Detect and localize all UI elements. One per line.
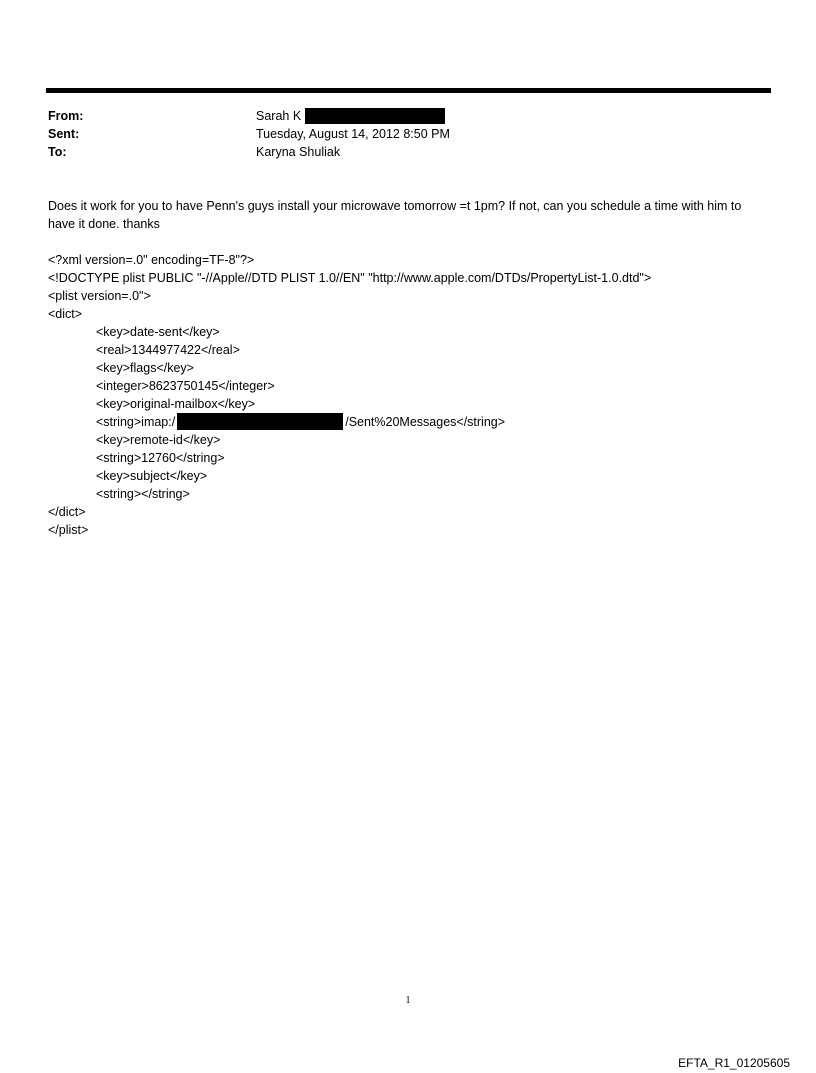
from-value [256,107,445,125]
plist-close-tag: </plist> [48,523,89,537]
plist-entry: <key>subject</key> [96,469,208,483]
dict-open-tag: <dict> [48,307,83,321]
plist-block [48,251,768,539]
redaction-box [305,108,445,124]
to-row [48,143,768,161]
to-value: Karyna Shuliak [256,145,341,159]
sent-row [48,125,768,143]
page-number: 1 [405,995,411,1006]
to-label: To: [48,145,67,159]
doctype-line: <!DOCTYPE plist PUBLIC "-//Apple//DTD PLIST 1.0//EN" "http://www.apple.com/DTDs/PropertyList-1.0.dtd"> [48,271,652,285]
document-id: EFTA_R1_01205605 [678,1056,790,1070]
message-body: Does it work for you to have Penn's guys install your microwave tomorrow =t 1pm? If not, can you schedule a time with him to have it done. thanks [48,199,742,231]
sent-value: Tuesday, August 14, 2012 8:50 PM [256,127,450,141]
dict-close-tag: </dict> [48,505,86,519]
redaction-box [177,413,343,430]
plist-entry: <key>flags</key> [96,361,194,375]
from-label: From: [48,109,84,123]
plist-entry: <key>original-mailbox</key> [96,397,256,411]
header-rule [46,88,771,93]
sent-label: Sent: [48,127,80,141]
imap-mailbox-line [48,413,768,431]
from-row [48,107,768,125]
from-name: Sarah K [256,109,302,123]
plist-entry: <integer>8623750145</integer> [96,379,275,393]
email-header [48,107,768,161]
plist-entry: <key>remote-id</key> [96,433,221,447]
imap-prefix: <string>imap:/ [96,415,176,429]
plist-entry: <string></string> [96,487,190,501]
plist-entry: <real>1344977422</real> [96,343,240,357]
plist-entry: <key>date-sent</key> [96,325,220,339]
plist-open-tag: <plist version=.0"> [48,289,151,303]
imap-suffix: /Sent%20Messages</string> [345,415,506,429]
xml-declaration: <?xml version=.0" encoding=TF-8"?> [48,253,255,267]
plist-entry: <string>12760</string> [96,451,225,465]
